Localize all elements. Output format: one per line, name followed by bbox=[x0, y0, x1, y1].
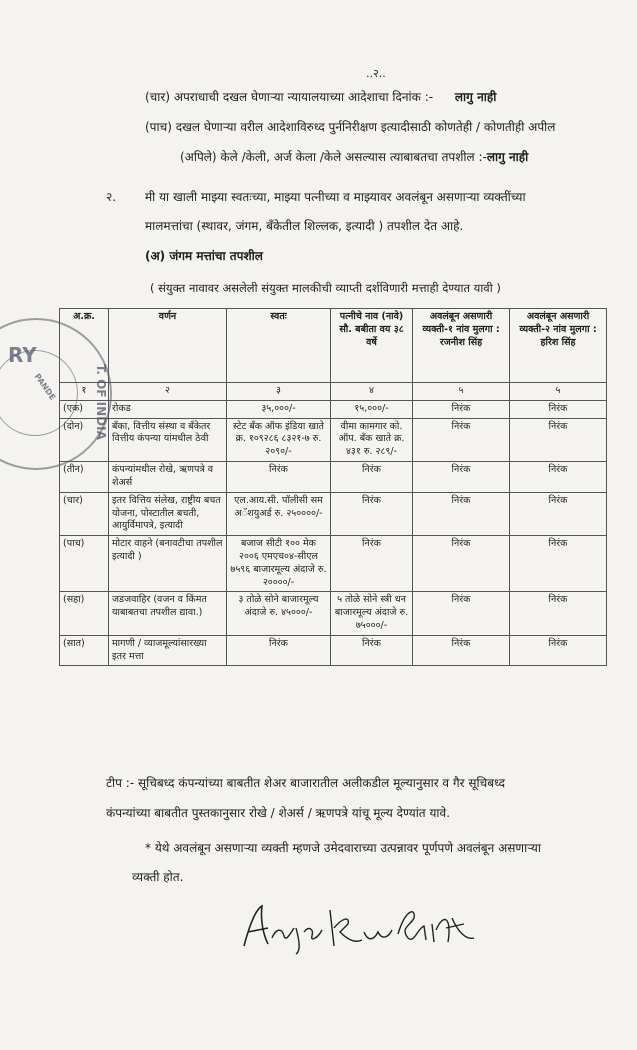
row-self: निरंक bbox=[227, 635, 331, 666]
row-dependent-1: निरंक bbox=[413, 462, 510, 493]
row-spouse: निरंक bbox=[331, 536, 413, 592]
stamp-text-ry: RY bbox=[8, 343, 37, 367]
row-sr: (दोन) bbox=[60, 418, 109, 461]
row-description: मोटार वाहने (बनावटीचा तपशील इत्यादी ) bbox=[109, 536, 227, 592]
header-sr: अ.क्र. bbox=[60, 309, 109, 383]
row-dependent-1: निरंक bbox=[413, 418, 510, 461]
header-dependent-1: अवलंबून असणारी व्यक्ती-१ नांव मुलगा : रजनीश सिंह bbox=[413, 309, 510, 383]
row-self: बजाज सीटी १०० मेक २००६ एमएच०४-सीएल ७५९६ बाजारमूल्य अंदाजे रु. २००००/- bbox=[227, 536, 331, 592]
row-description: जडजवाहिर (वजन व किंमत याबाबतचा तपशील द्यावा.) bbox=[109, 592, 227, 635]
row-self: ३५,०००/- bbox=[227, 400, 331, 418]
table-row bbox=[60, 536, 607, 592]
header-spouse: पत्नीचे नाव (नावे) सौ. बबीता वय ३८ वर्षे bbox=[331, 309, 413, 383]
col-number: ४ bbox=[331, 383, 413, 401]
col-number: ३ bbox=[227, 383, 331, 401]
line-court-date bbox=[145, 88, 496, 105]
para-2-line-1: मी या खाली माझ्या स्वतःच्या, माझ्या पत्नीच्या व माझ्यावर अवलंबून असणाऱ्या व्यक्तींच्या bbox=[145, 190, 526, 204]
table-header-row bbox=[60, 309, 607, 383]
row-sr: (तीन) bbox=[60, 462, 109, 493]
row-description: बँका, वित्तीय संस्था व बँकेतर वित्तीय कंपन्या यांमधील ठेवी bbox=[109, 418, 227, 461]
row-spouse: ५ तोळे सोने स्त्री धन बाजारमूल्य अंदाजे रु. ७५०००/- bbox=[331, 592, 413, 635]
header-self: स्वतः bbox=[227, 309, 331, 383]
row-dependent-2: निरंक bbox=[510, 592, 607, 635]
table-row bbox=[60, 592, 607, 635]
row-self: निरंक bbox=[227, 462, 331, 493]
row-dependent-2: निरंक bbox=[510, 492, 607, 535]
table-number-row bbox=[60, 383, 607, 401]
stamp-text-india: T. OF INDIA bbox=[94, 364, 108, 440]
page-number: ..२.. bbox=[366, 67, 386, 80]
row-sr: (पाच) bbox=[60, 536, 109, 592]
court-date-value: लागु नाही bbox=[454, 90, 497, 104]
row-spouse: निरंक bbox=[331, 635, 413, 666]
appeal-details-label: (अपिले) केले /केली, अर्ज केला /केले असल्यास त्याबाबतचा तपशील :- bbox=[180, 150, 487, 164]
court-date-label: (चार) अपराधाची दखल घेणाऱ्या न्यायालयाच्या आदेशाचा दिनांक :- bbox=[145, 90, 434, 104]
row-self: एल.आय.सी. पॉलीसी सम अॅशयुअर्ड रु. २५००००/- bbox=[227, 492, 331, 535]
row-spouse: निरंक bbox=[331, 492, 413, 535]
footnote-line-1: टीप :- सूचिबध्द कंपन्यांच्या बाबतीत शेअर बाजारातील अलीकडील मूल्यानुसार व गैर सूचिबध्द bbox=[106, 776, 505, 790]
movable-assets-table bbox=[59, 308, 607, 666]
dependent-definition-line-1: * येथे अवलंबून असणाऱ्या व्यक्ती म्हणजे उमेदवाराच्या उत्पन्नावर पूर्णपणे अवलंबून असणाऱ्या bbox=[145, 841, 541, 855]
header-description: वर्णन bbox=[109, 309, 227, 383]
col-number: ५ bbox=[510, 383, 607, 401]
col-number: ५ bbox=[413, 383, 510, 401]
row-dependent-1: निरंक bbox=[413, 635, 510, 666]
section-subheading: ( संयुक्त नावावर असलेली संयुक्त मालकीची व्याप्ती दर्शविणारी मत्ताही देण्यात यावी ) bbox=[150, 281, 501, 295]
appeal-details-value: लागु नाही bbox=[486, 150, 529, 164]
dependent-definition-line-2: व्यक्ती होत. bbox=[132, 870, 184, 884]
line-appeal: (पाच) दखल घेणाऱ्या वरील आदेशाविरुध्द पुर्ननिरीक्षण इत्यादीसाठी कोणतेही / कोणतीही अपील bbox=[145, 120, 556, 134]
row-self: ३ तोळे सोने बाजारमूल्य अंदाजे रु. ४५०००/- bbox=[227, 592, 331, 635]
row-sr: (सहा) bbox=[60, 592, 109, 635]
row-dependent-2: निरंक bbox=[510, 400, 607, 418]
row-sr: (एक) bbox=[60, 400, 109, 418]
header-dependent-2: अवलंबून असणारी व्यक्ती-२ नांव मुलगा : हरिश सिंह bbox=[510, 309, 607, 383]
row-description: कंपन्यांमधील रोखे, ऋणपत्रे व शेअर्स bbox=[109, 462, 227, 493]
table-row bbox=[60, 400, 607, 418]
table-row bbox=[60, 635, 607, 666]
signature bbox=[238, 898, 478, 958]
line-appeal-details bbox=[180, 148, 528, 165]
para-2-number: २. bbox=[106, 190, 117, 204]
row-description: इतर वित्तिय संलेख, राष्ट्रीय बचत योजना, पोस्टातील बचती, आयुर्विमापत्रे, इत्यादी bbox=[109, 492, 227, 535]
col-number: २ bbox=[109, 383, 227, 401]
row-sr: (चार) bbox=[60, 492, 109, 535]
col-number: १ bbox=[60, 383, 109, 401]
row-spouse: वीमा कामगार को. ऑप. बँक खाते क्र. ४३१ रु. २८९/- bbox=[331, 418, 413, 461]
row-dependent-1: निरंक bbox=[413, 400, 510, 418]
footnote-line-2: कंपन्यांच्या बाबतीत पुस्तकानुसार रोखे / शेअर्स / ऋणपत्रे यांचू मूल्य देण्यांत यावे. bbox=[106, 806, 451, 820]
section-heading: (अ) जंगम मत्तांचा तपशील bbox=[145, 249, 263, 263]
row-description: मागणी / व्याजमूल्यांसारख्या इतर मत्ता bbox=[109, 635, 227, 666]
row-spouse: निरंक bbox=[331, 462, 413, 493]
row-dependent-1: निरंक bbox=[413, 536, 510, 592]
table-row bbox=[60, 462, 607, 493]
table-row bbox=[60, 492, 607, 535]
row-dependent-2: निरंक bbox=[510, 536, 607, 592]
row-dependent-2: निरंक bbox=[510, 462, 607, 493]
row-dependent-2: निरंक bbox=[510, 635, 607, 666]
row-sr: (सात) bbox=[60, 635, 109, 666]
row-dependent-1: निरंक bbox=[413, 492, 510, 535]
row-self: स्टेट बँक ऑफ इंडिया खाते क्र. १०९२८६ ८३२१-७ रु. २०९०/- bbox=[227, 418, 331, 461]
row-dependent-2: निरंक bbox=[510, 418, 607, 461]
para-2-line-2: मालमत्तांचा (स्थावर, जंगम, बँकेतील शिल्लक, इत्यादी ) तपशील देत आहे. bbox=[145, 219, 464, 233]
row-dependent-1: निरंक bbox=[413, 592, 510, 635]
row-description: रोकड bbox=[109, 400, 227, 418]
table-row bbox=[60, 418, 607, 461]
stamp-text-pande: PANDE bbox=[32, 372, 58, 402]
row-spouse: १५,०००/- bbox=[331, 400, 413, 418]
